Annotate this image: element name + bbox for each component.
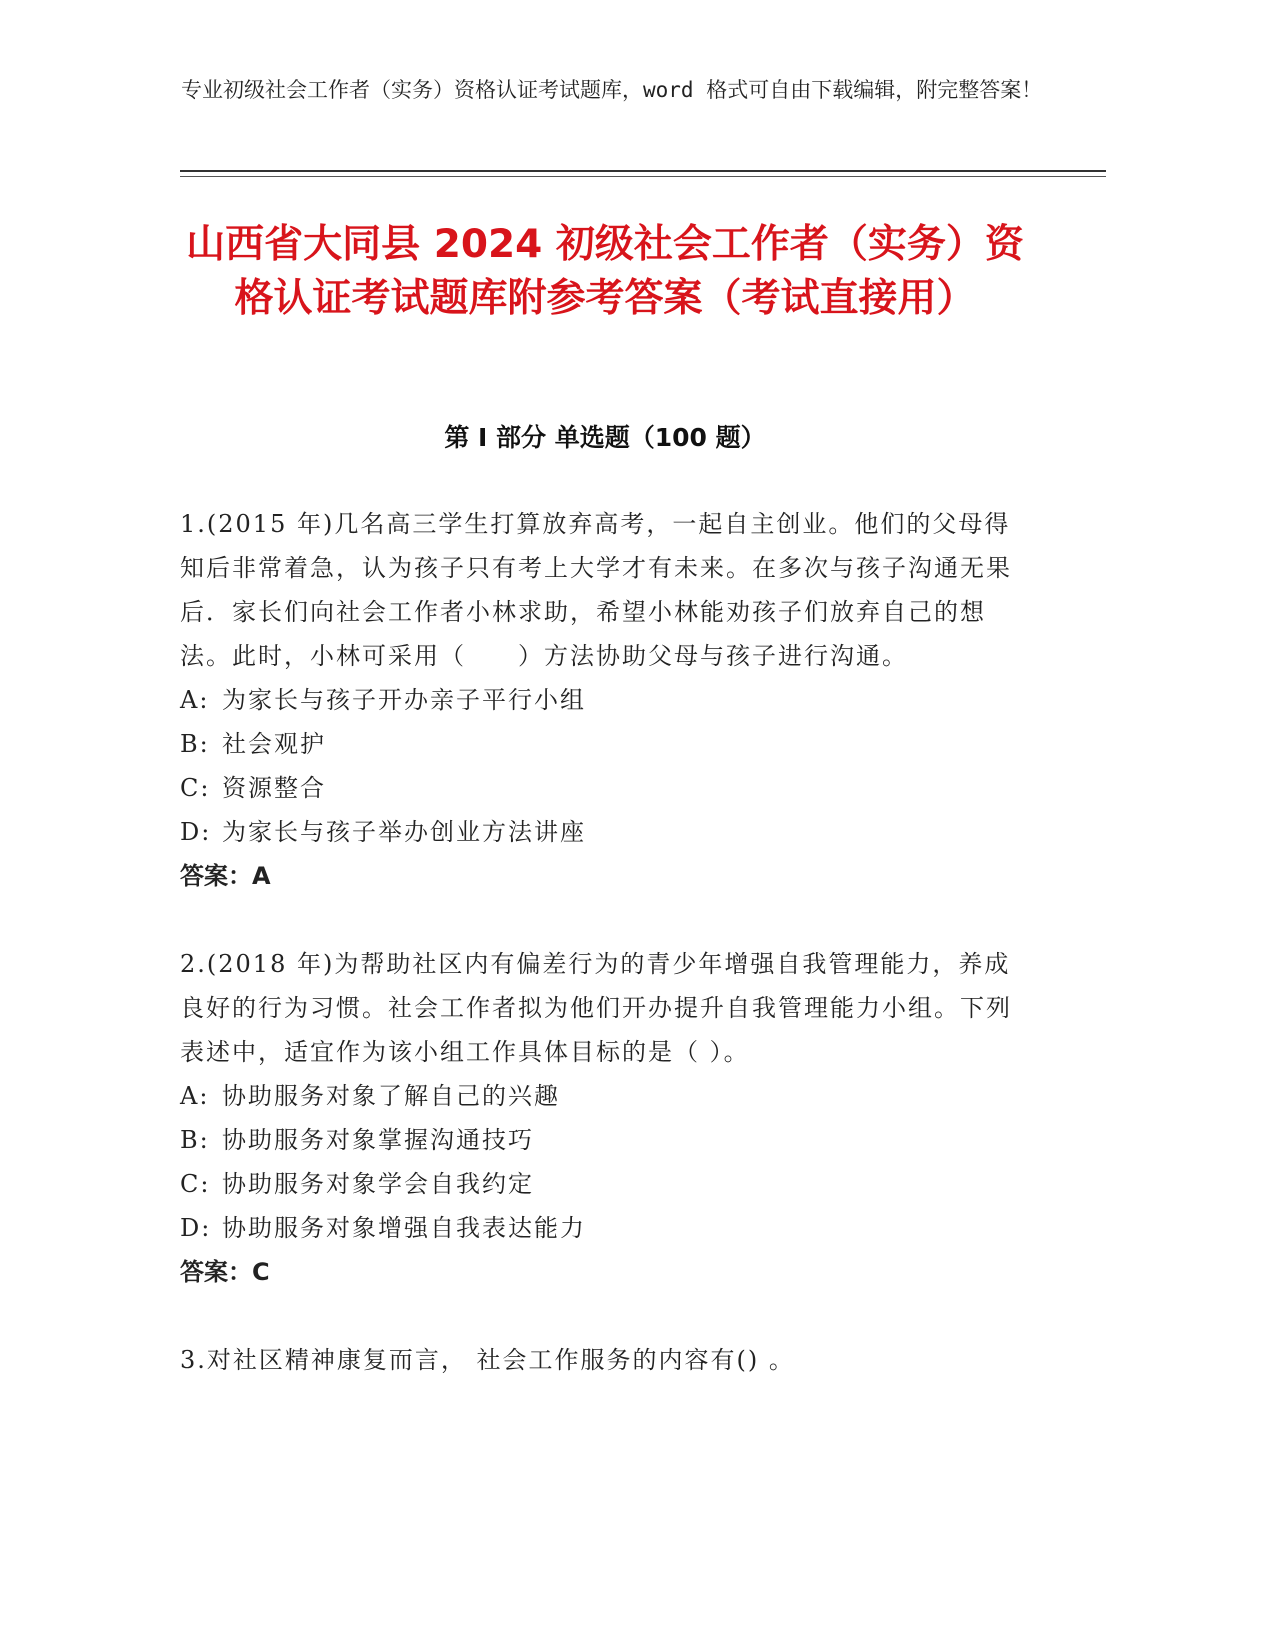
question-stem: 1.(2015 年)几名高三学生打算放弃高考，一起自主创业。他们的父母得知后非常着急，认为孩子只有考上大学才有未来。在多次与孩子沟通无果后．家长们向社会工作者小林求助，希望小林能劝孩子们放弃自己的想法。此时，小林可采用（ ）方法协助父母与孩子进行沟通。 — [180, 510, 1012, 670]
option-key: D: — [180, 818, 212, 846]
option-key: C: — [180, 1170, 211, 1198]
question-stem: 3.对社区精神康复而言， 社会工作服务的内容有() 。 — [180, 1346, 795, 1374]
question-3 — [180, 1338, 1030, 1382]
section-heading: 第 I 部分 单选题（100 题） — [444, 423, 766, 452]
option-key: D: — [180, 1214, 212, 1242]
option-key: A: — [180, 1082, 210, 1110]
option-d — [180, 810, 1030, 854]
option-b — [180, 1118, 1030, 1162]
option-key: B: — [180, 1126, 210, 1154]
option-text: 社会观护 — [222, 730, 326, 758]
option-c — [180, 1162, 1030, 1206]
question-stem: 2.(2018 年)为帮助社区内有偏差行为的青少年增强自我管理能力，养成良好的行为习惯。社会工作者拟为他们开办提升自我管理能力小组。下列表述中，适宜作为该小组工作具体目标的是（ ）。 — [180, 950, 1012, 1066]
question-2 — [180, 942, 1030, 1294]
option-key: C: — [180, 774, 211, 802]
option-text: 资源整合 — [222, 774, 326, 802]
option-a — [180, 1074, 1030, 1118]
header-rule-thin — [180, 176, 1106, 177]
option-key: B: — [180, 730, 210, 758]
option-d — [180, 1206, 1030, 1250]
option-key: A: — [180, 686, 210, 714]
option-b — [180, 722, 1030, 766]
option-a — [180, 678, 1030, 722]
question-list — [180, 502, 1030, 1382]
option-c — [180, 766, 1030, 810]
option-text: 为家长与孩子举办创业方法讲座 — [222, 818, 586, 846]
answer: 答案：C — [180, 1258, 270, 1286]
answer: 答案：A — [180, 862, 271, 890]
spacer — [180, 1294, 1030, 1338]
question-1 — [180, 502, 1030, 898]
option-text: 协助服务对象增强自我表达能力 — [222, 1214, 586, 1242]
spacer — [180, 898, 1030, 942]
option-text: 为家长与孩子开办亲子平行小组 — [222, 686, 586, 714]
document-title: 山西省大同县 2024 初级社会工作者（实务）资格认证考试题库附参考答案（考试直接用） — [186, 222, 1024, 321]
option-text: 协助服务对象了解自己的兴趣 — [222, 1082, 560, 1110]
header-note: 专业初级社会工作者（实务）资格认证考试题库，word 格式可自由下载编辑，附完整答案！ — [181, 78, 1043, 102]
option-text: 协助服务对象掌握沟通技巧 — [222, 1126, 534, 1154]
header-rule-thick — [180, 170, 1106, 172]
option-text: 协助服务对象学会自我约定 — [222, 1170, 534, 1198]
